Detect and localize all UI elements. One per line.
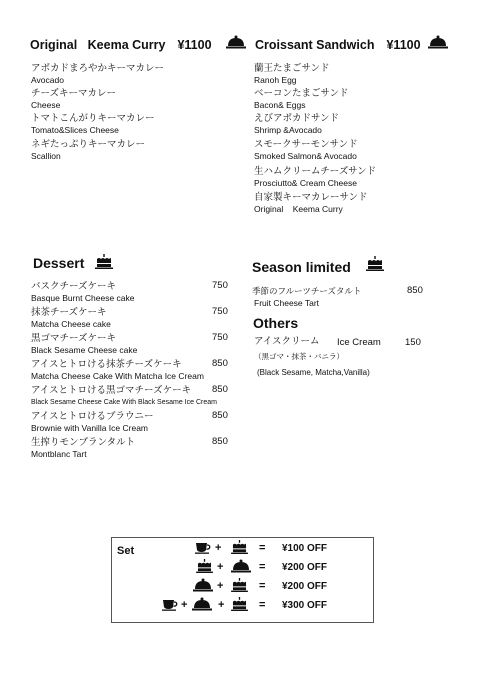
list-item xyxy=(254,166,376,189)
sandwich-title: Croissant Sandwich xyxy=(255,38,375,52)
item-name-jp: 生搾りモンブランタルト xyxy=(31,437,136,448)
item-name-en: Fruit Cheese Tart xyxy=(254,298,320,308)
item-name-jp: チーズキーマカレー xyxy=(31,88,117,99)
plus-sign: + xyxy=(217,580,224,592)
item-name-en: Scallion xyxy=(31,151,61,161)
discount-label: ¥300 OFF xyxy=(282,600,328,611)
cake-icon xyxy=(231,597,248,611)
list-item xyxy=(31,359,204,382)
discount-label: ¥100 OFF xyxy=(282,543,328,554)
cloche-icon xyxy=(428,34,448,50)
item-name-jp: アボカドまろやかキーマカレー xyxy=(31,63,165,74)
item-price: 850 xyxy=(407,285,423,296)
item-price: 850 xyxy=(212,410,228,421)
item-name-jp: 季節のフルーツチーズタルト xyxy=(252,287,362,297)
curry-price: ¥1100 xyxy=(177,38,212,52)
equals-sign: = xyxy=(259,561,266,573)
ice-cream-name-jp: アイスクリーム xyxy=(254,336,320,347)
item-price: 850 xyxy=(212,436,228,447)
item-name-en: Matcha Cheese cake xyxy=(31,319,111,329)
cloche-icon xyxy=(192,596,212,612)
cake-icon xyxy=(231,540,248,554)
item-name-jp: えびアボカドサンド xyxy=(254,113,340,124)
plus-sign: + xyxy=(218,599,225,611)
item-name-en: Montblanc Tart xyxy=(31,449,87,459)
equals-sign: = xyxy=(259,580,266,592)
item-name-en: Brownie with Vanilla Ice Cream xyxy=(31,423,148,433)
equals-sign: = xyxy=(259,599,266,611)
set-row xyxy=(112,560,373,574)
item-name-jp: アイスとトロける抹茶チーズケーキ xyxy=(31,359,182,370)
list-item xyxy=(254,192,368,215)
cloche-icon xyxy=(193,577,213,593)
set-label: Set xyxy=(117,545,135,557)
item-name-jp: アイスとトロける黒ゴマチーズケーキ xyxy=(31,385,192,396)
plus-sign: + xyxy=(215,542,222,554)
list-item xyxy=(254,139,358,162)
list-item xyxy=(252,286,361,309)
discount-label: ¥200 OFF xyxy=(282,581,328,592)
list-item xyxy=(31,437,135,460)
item-name-en: Basque Burnt Cheese cake xyxy=(31,293,135,303)
item-name-jp: 蘭王たまごサンド xyxy=(254,63,330,74)
list-item xyxy=(31,63,164,86)
coffee-cup-icon xyxy=(162,599,178,611)
item-name-en: Avocado xyxy=(31,75,64,85)
curry-title: Original Keema Curry xyxy=(30,38,166,52)
item-name-jp: ネギたっぷりキーマカレー xyxy=(31,139,146,150)
item-name-en: Smoked Salmon& Avocado xyxy=(254,151,357,161)
others-title: Others xyxy=(253,315,299,331)
item-name-jp: トマトこんがりキーマカレー xyxy=(31,113,155,124)
dessert-title: Dessert xyxy=(33,255,85,271)
item-name-en: Prosciutto& Cream Cheese xyxy=(254,178,357,188)
equals-sign: = xyxy=(259,542,266,554)
ice-cream-name-en: Ice Cream xyxy=(337,337,381,348)
curry-header xyxy=(30,38,212,52)
list-item xyxy=(254,63,330,86)
set-row xyxy=(112,579,373,593)
set-row xyxy=(112,541,373,555)
sandwich-price: ¥1100 xyxy=(386,38,421,52)
item-price: 850 xyxy=(212,358,228,369)
sandwich-header xyxy=(255,38,421,52)
list-item xyxy=(31,113,155,136)
list-item xyxy=(254,113,339,136)
item-name-jp: アイスとトロけるブラウニー xyxy=(31,411,154,422)
coffee-cup-icon xyxy=(195,542,211,554)
item-name-en: Black Sesame Cheese Cake With Black Sesame Ice Cream xyxy=(31,399,217,406)
list-item xyxy=(31,385,217,408)
list-item xyxy=(31,307,111,330)
item-name-en: Ranoh Egg xyxy=(254,75,297,85)
list-item xyxy=(31,281,134,304)
discount-label: ¥200 OFF xyxy=(282,562,328,573)
list-item xyxy=(254,88,349,111)
ice-cream-flavors-jp: （黒ゴマ・抹茶・バニラ） xyxy=(254,352,344,361)
set-menu-box xyxy=(111,537,374,623)
item-name-en: Tomato&Slices Cheese xyxy=(31,125,119,135)
item-name-en: Matcha Cheese Cake With Matcha Ice Cream xyxy=(31,371,204,381)
item-name-jp: 黒ゴマチーズケーキ xyxy=(31,333,117,344)
set-row xyxy=(112,598,373,612)
cake-icon xyxy=(231,578,248,592)
item-name-jp: 抹茶チーズケーキ xyxy=(31,307,107,318)
cake-icon xyxy=(196,559,213,573)
cake-icon xyxy=(95,254,113,269)
item-name-jp: ベーコンたまごサンド xyxy=(254,88,349,99)
item-name-en: Black Sesame Cheese cake xyxy=(31,345,138,355)
item-name-en: Original Keema Curry xyxy=(254,204,343,214)
season-title: Season limited xyxy=(252,259,351,275)
list-item xyxy=(31,88,116,111)
item-name-jp: 生ハムクリームチーズサンド xyxy=(254,166,377,177)
plus-sign: + xyxy=(217,561,224,573)
cloche-icon xyxy=(231,558,251,574)
item-name-en: Bacon& Eggs xyxy=(254,100,306,110)
list-item xyxy=(31,139,145,162)
item-price: 750 xyxy=(212,332,228,343)
item-price: 750 xyxy=(212,306,228,317)
list-item xyxy=(31,333,137,356)
item-name-jp: バスクチーズケーキ xyxy=(31,281,117,292)
ice-cream-flavors-en: (Black Sesame, Matcha,Vanilla) xyxy=(257,368,370,377)
list-item xyxy=(31,411,154,434)
item-price: 150 xyxy=(405,337,421,348)
cake-icon xyxy=(366,256,384,271)
item-price: 850 xyxy=(212,384,228,395)
item-name-en: Shrimp &Avocado xyxy=(254,125,322,135)
item-name-en: Cheese xyxy=(31,100,61,110)
plus-sign: + xyxy=(181,599,188,611)
item-price: 750 xyxy=(212,280,228,291)
item-name-jp: スモークサーモンサンド xyxy=(254,139,358,150)
item-name-jp: 自家製キーマカレーサンド xyxy=(254,192,368,203)
cloche-icon xyxy=(226,34,246,50)
